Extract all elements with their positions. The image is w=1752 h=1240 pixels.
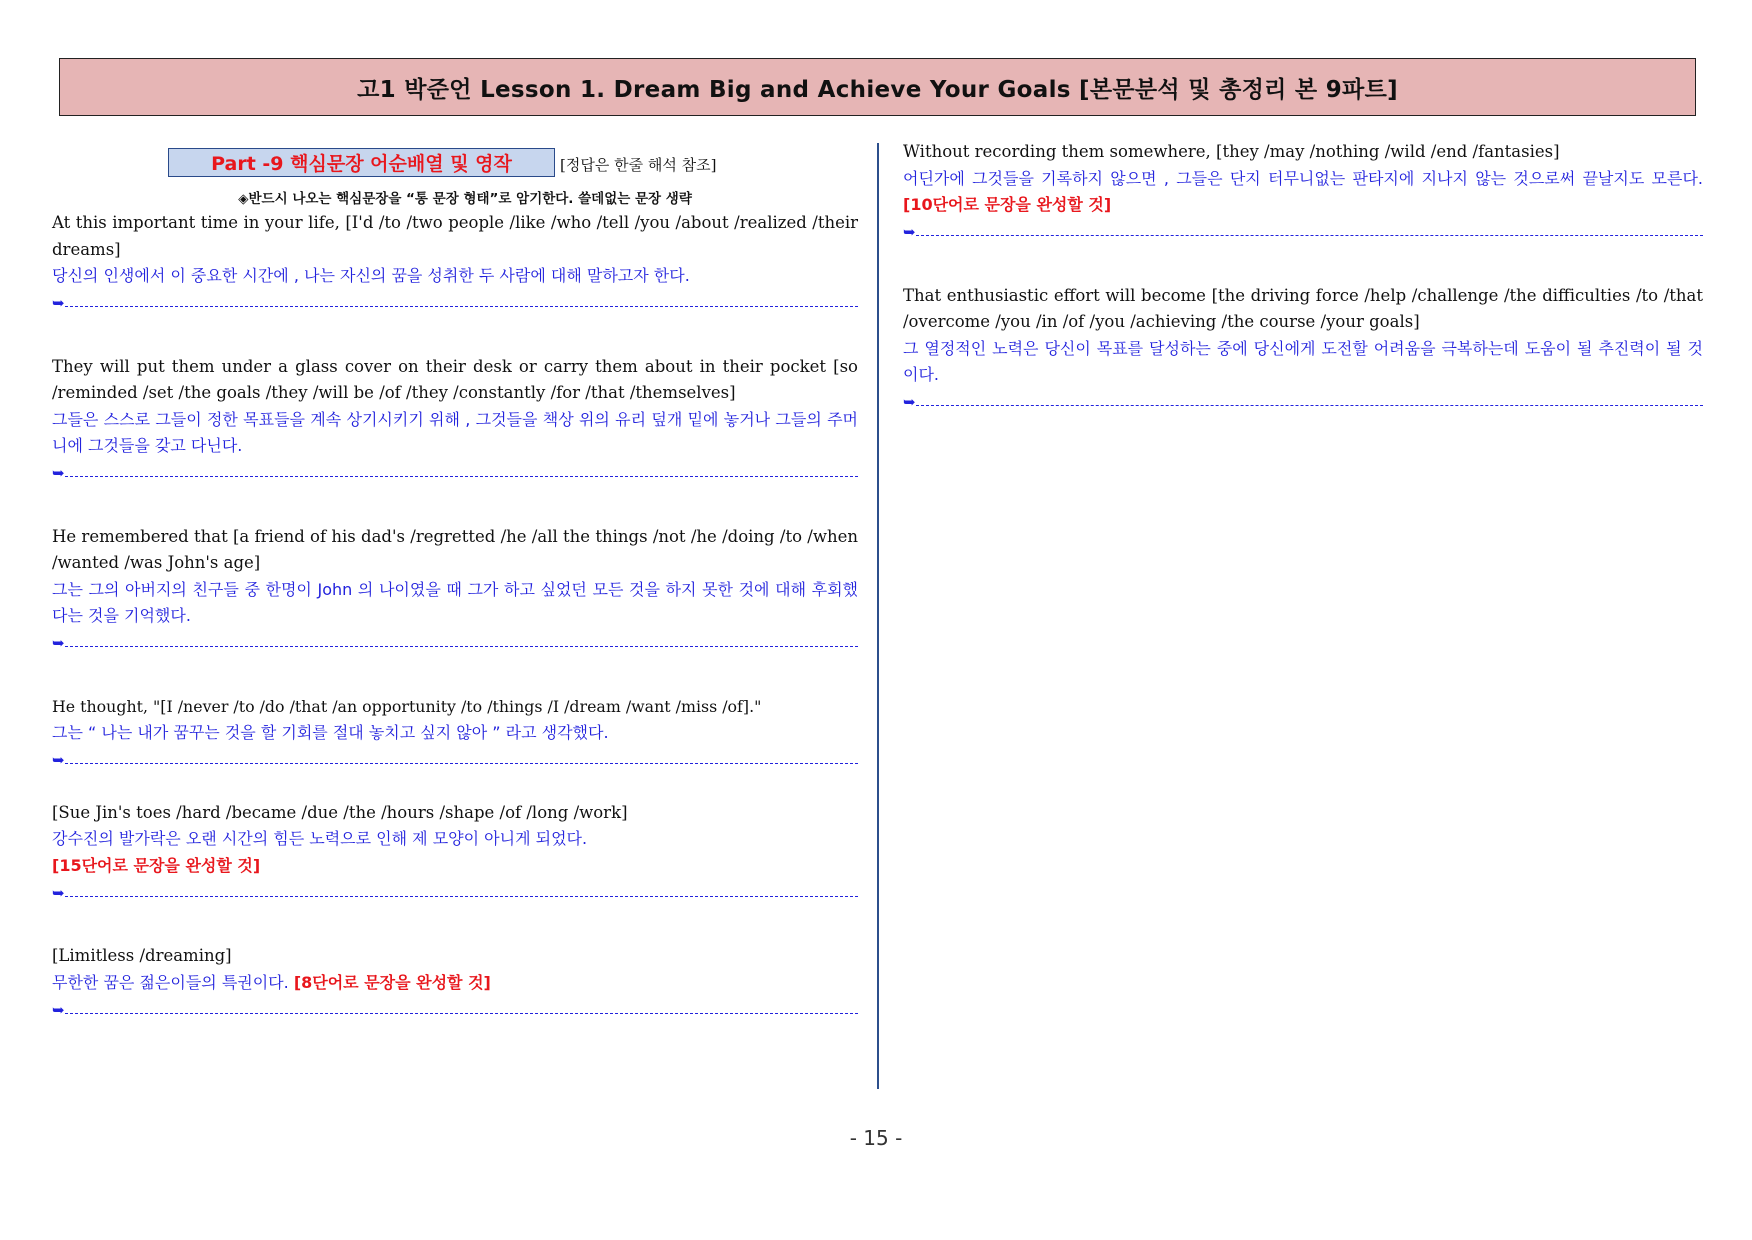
korean-translation: 그는 그의 아버지의 친구들 중 한명이 John 의 나이였을 때 그가 하고 싶었던 모든 것을 하지 못한 것에 대해 후회했다는 것을 기억했다. [52,579,858,625]
scramble-words: [I'd /to /two people /like /who /tell /you /about /realized /their dreams] [52,213,859,259]
answer-line[interactable] [52,1000,858,1020]
arrow-icon: ➥ [903,393,916,411]
answer-line[interactable] [903,223,1703,243]
answer-blank[interactable] [916,235,1703,236]
answer-line[interactable] [52,464,858,484]
answer-blank[interactable] [916,405,1703,406]
word-count-condition: [8단어로 문장을 완성할 것] [293,972,491,992]
prompt-prefix: He thought, " [52,696,161,716]
english-prompt [52,524,858,577]
korean-translation: 어딘가에 그것들을 기록하지 않으면 , 그들은 단지 터무니없는 판타지에 지나지 않는 것으로써 끝날지도 모른다. [903,168,1703,188]
exercise-item [52,524,858,654]
english-prompt [52,354,858,407]
part-label: Part -9 핵심문장 어순배열 및 영작 [211,153,512,175]
korean-translation: 강수진의 발가락은 오랜 시간의 힘든 노력으로 인해 제 모양이 아니게 되었다. [52,829,588,848]
answer-blank[interactable] [65,1013,858,1014]
exercise-item [903,139,1703,243]
part-header [168,147,858,177]
scramble-words: [the driving force /help /challenge /the difficulties /to /that /overcome /you /in /of /you /achieving /the course /your goals] [903,285,1703,331]
arrow-icon: ➥ [903,223,916,241]
scramble-words: [I /never /to /do /that /an opportunity /to /things /I /dream /want /miss /of]." [160,696,762,716]
page-title: 고1 박준언 Lesson 1. Dream Big and Achieve Your Goals [본문분석 및 총정리 본 9파트] [357,76,1398,103]
arrow-icon: ➥ [52,634,65,652]
english-prompt [52,943,858,970]
exercise-item [52,800,858,904]
arrow-icon: ➥ [52,294,65,312]
answer-blank[interactable] [65,306,858,307]
scramble-words: [Sue Jin's toes /hard /became /due /the /hours /shape /of /long /work] [52,802,628,822]
exercise-item [52,354,858,484]
arrow-icon: ➥ [52,464,65,482]
scramble-words: [a friend of his dad's /regretted /he /all the things /not /he /doing /to /when /wanted /was John's age] [52,526,858,572]
answer-line[interactable] [52,751,858,771]
korean-translation: 당신의 인생에서 이 중요한 시간에 , 나는 자신의 꿈을 성취한 두 사람에 대해 말하고자 한다. [52,266,690,285]
exercise-item [903,283,1703,413]
exercise-item [52,943,858,1020]
instruction-note: ◈반드시 나오는 핵심문장을 “통 문장 형태”로 암기한다. 쓸데없는 문장 생략 [238,191,692,207]
answer-blank[interactable] [65,646,858,647]
arrow-icon: ➥ [52,883,65,902]
korean-translation: 그 열정적인 노력은 당신이 목표를 달성하는 중에 당신에게 도전할 어려움을 극복하는데 도움이 될 추진력이 될 것이다. [903,338,1703,384]
exercise-item [52,210,858,314]
arrow-icon: ➥ [52,1000,65,1019]
scramble-words: [Limitless /dreaming] [52,946,232,965]
answer-line[interactable] [52,883,858,903]
prompt-prefix: That enthusiastic effort will become [903,285,1212,305]
answer-line[interactable] [52,634,858,654]
part-note: [정답은 한줄 해석 참조] [560,156,717,174]
answer-line[interactable] [903,393,1703,413]
word-count-condition: [10단어로 문장을 완성할 것] [903,195,1112,214]
answer-blank[interactable] [65,763,858,764]
scramble-words: [so /reminded /set /the goals /they /will be /of /they /constantly /for /that /themselves] [52,356,858,402]
english-prompt [52,210,858,263]
answer-blank[interactable] [65,476,858,477]
prompt-prefix: At this important time in your life, [52,213,346,232]
answer-line[interactable] [52,294,858,314]
title-banner [59,58,1696,116]
english-prompt [903,283,1703,336]
prompt-prefix: Without recording them somewhere, [903,142,1217,161]
scramble-words: [they /may /nothing /wild /end /fantasies] [1216,142,1560,161]
right-column [903,139,1703,413]
korean-translation: 그들은 스스로 그들이 정한 목표들을 계속 상기시키기 위해 , 그것들을 책상 위의 유리 덮개 밑에 놓거나 그들의 주머니에 그것들을 갖고 다닌다. [52,409,858,455]
english-prompt [52,800,858,827]
english-prompt [903,139,1703,166]
korean-translation: 그는 “ 나는 내가 꿈꾸는 것을 할 기회를 절대 놓치고 싶지 않아 ” 라고 생각했다. [52,723,609,742]
column-divider [877,143,879,1089]
answer-blank[interactable] [65,896,858,897]
english-prompt [52,694,858,721]
korean-translation: 무한한 꿈은 젊은이들의 특권이다. [52,972,289,992]
page-number: - 15 - [849,1126,903,1150]
prompt-prefix: They will put them under a glass cover on their desk or carry them about in their pocket [52,356,834,376]
word-count-condition: [15단어로 문장을 완성할 것] [52,855,261,875]
left-column [52,139,858,1020]
arrow-icon: ➥ [52,751,65,769]
prompt-prefix: He remembered that [52,526,233,546]
part-label-box [168,148,555,177]
exercise-item [52,694,858,771]
